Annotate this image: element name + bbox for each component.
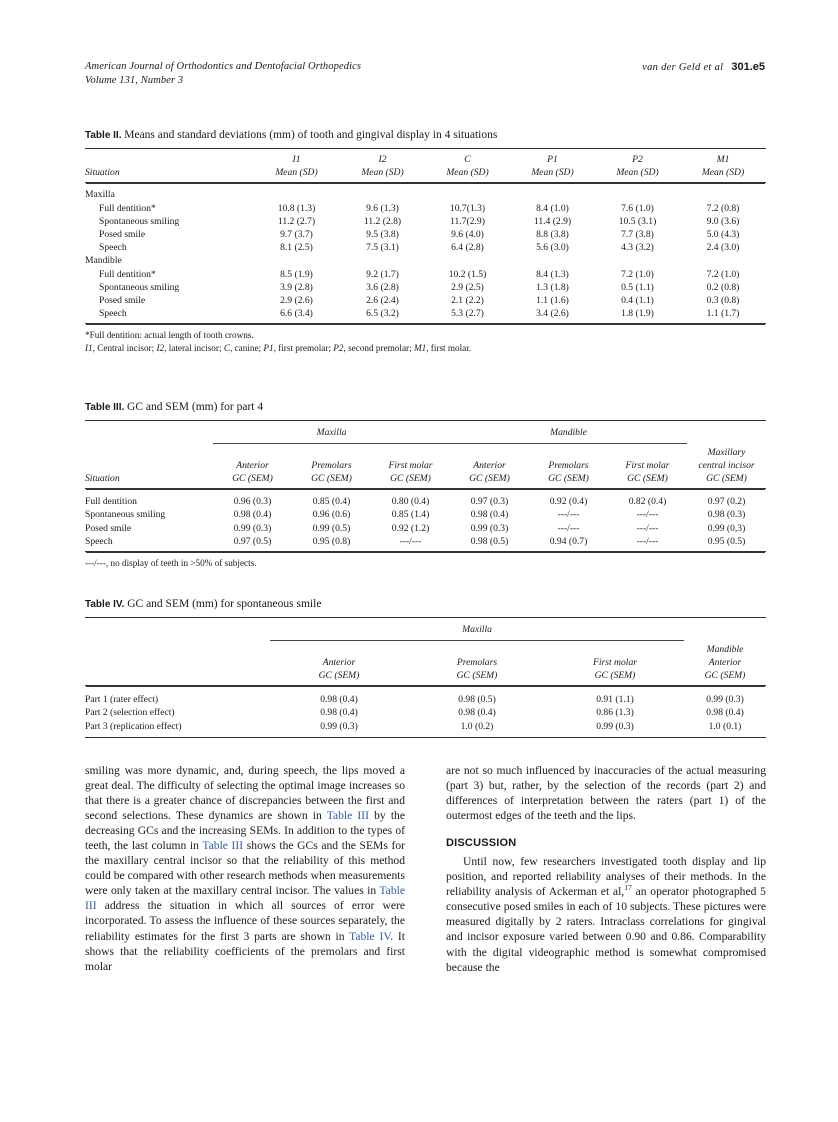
table-2-cell: 2.9 (2.5) [451,281,484,293]
body-text: . It shows that the reliability coefficients of the premolars and first molar [85,929,405,973]
table-3-label: Table III. [85,402,125,413]
table-3-col-header-stat: GC (SEM) [627,473,668,485]
table-2-row-label: Posed smile [99,229,146,241]
table-2-footnote: I1, Central incisor; I2, lateral incisor; C, canine; P1, first premolar; P2, second premolar; M1, first molar. [85,343,472,354]
table-3-spanner-row [85,421,766,440]
table-3-footnotes [85,557,766,570]
table-3-col-header-region: Anterior [236,459,269,471]
table-2-cell: 11.4 (2.9) [533,215,572,227]
table-2-cell: 11.2 (2.8) [363,215,402,227]
table-2-cell: 2.6 (2.4) [366,295,399,307]
table-2-cell: 7.2 (0.8) [706,202,740,214]
table-2-cell: 8.8 (3.8) [536,229,569,241]
table-2-cell: 0.3 (0.8) [706,295,740,307]
table-4-header-stat-row [85,669,766,686]
table-row [85,202,766,215]
table-2-cell: 5.3 (2.7) [451,308,484,320]
table-2-col-header-stat: Mean (SD) [701,167,745,179]
table-2-cell: 2.1 (2.2) [451,295,484,307]
body-paragraph [446,854,766,974]
table-2-cell: 9.0 (3.6) [706,215,740,227]
body-paragraph: are not so much influenced by inaccuracies of the actual measuring (part 3) but, rather, by the selection of the records (part 2) and differences of interpretation between the raters (part 1) of the outermost edges of the teeth and the lips. [446,764,766,823]
table-2-col-header-tooth: C [464,154,471,165]
table-3-row-label: Speech [85,535,113,547]
table-3-cell: 0.98 (0.4) [233,509,272,521]
table-3-cell: 0.94 (0.7) [549,535,588,547]
table-2-cell: 6.5 (3.2) [366,308,399,320]
table-3-cell: 0.85 (1.4) [391,509,430,521]
table-3-cell: 0.99 (0.3) [470,522,509,534]
table-3-cell: 0.99 (0.3) [233,522,272,534]
table-2-cell: 8.1 (2.5) [280,242,313,254]
table-4-caption [85,597,766,612]
body-text: shows the GCs and the SEMs for the maxillary central incisor so that the reliability of this method could be compared with other research methods when measurements were only taken at the maxillary central incisor. The values in [85,839,405,898]
table-2-cell: 4.3 (3.2) [621,242,654,254]
table-3-header-region-row [85,443,766,472]
table-2-col-header-stat: Mean (SD) [531,167,574,179]
table-2-row-label: Full dentition* [99,268,156,280]
table-4-cell: 1.0 (0.2) [460,720,494,732]
table-2-col-header-tooth: I2 [378,154,387,165]
table-2-footnotes [85,329,766,355]
table-2-col-header-stat: Mean (SD) [361,167,404,179]
xref-table-4[interactable]: Table IV [349,929,391,943]
table-3-col-header-region: Anterior [473,459,506,471]
body-text: address the situation in which all sources of error were incorporated. To assess the influence of these sources separately, the reliability estimates for the first 3 parts are shown in [85,899,405,943]
table-4-cell: 0.99 (0.3) [320,720,358,732]
table-4-stub-header [85,669,270,686]
table-3-col-header-stat: GC (SEM) [706,473,747,485]
table-row [85,228,766,241]
table-row [85,535,766,552]
table-2-cell: 7.2 (1.0) [621,268,654,280]
table-3-spanner: Maxilla [316,427,347,438]
table-2-col-header-tooth: M1 [716,154,730,165]
table-2-cell: 3.6 (2.8) [366,281,399,293]
table-4 [85,617,766,738]
table-2-cell: 3.4 (2.6) [536,308,569,320]
table-2-cell: 1.3 (1.8) [536,281,569,293]
table-2-cell: 9.6 (4.0) [451,229,484,241]
xref-table-3[interactable]: Table III [85,884,405,913]
table-2-row-label: Full dentition* [99,202,156,214]
table-3-cell: 0.82 (0.4) [628,496,667,508]
table-3-cell: ---/--- [636,509,659,521]
table-2-caption-text: Means and standard deviations (mm) of tooth and gingival display in 4 situations [124,129,498,141]
table-2-row-label: Spontaneous smiling [99,215,180,227]
table-2-cell: 10.7(1.3) [449,202,486,214]
table-row [85,522,766,535]
table-4-col-header-stat: GC (SEM) [456,670,498,682]
table-4-col-header-stat: GC (SEM) [704,670,746,682]
table-4-col-header-region: Anterior [322,656,356,668]
table-4-cell: 0.98 (0.4) [458,707,496,719]
table-2-col-header-stat: Mean (SD) [275,167,318,179]
table-row [85,307,766,324]
table-2-cell: 1.8 (1.9) [621,308,654,320]
table-3-cell: 0.80 (0.4) [391,496,430,508]
table-2-cell: 8.4 (1.3) [536,268,569,280]
table-2-cell: 9.7 (3.7) [280,229,313,241]
table-2-group-label: Maxilla [85,189,115,201]
table-3-stub-header: Situation [85,473,120,485]
table-3-cell: 0.95 (0.5) [707,535,746,547]
table-2-cell: 0.5 (1.1) [621,281,654,293]
table-2-cell: 10.2 (1.5) [448,268,487,280]
table-3-spanner: Mandible [550,427,587,438]
table-3-col-header-stat: GC (SEM) [311,473,352,485]
table-3-col-header-region: First molar [625,459,670,471]
table-2-row-label: Speech [99,242,127,254]
table-2-cell: 7.7 (3.8) [621,229,654,241]
table-2-cell: 10.8 (1.3) [277,202,316,214]
table-3-caption-text: GC and SEM (mm) for part 4 [127,401,264,413]
table-4-cell: 0.98 (0.4) [320,694,358,706]
table-4-cell: 0.86 (1.3) [596,707,634,719]
table-3-cell: ---/--- [636,522,659,534]
table-3-cell: 0.96 (0.6) [312,509,351,521]
table-2-cell: 1.1 (1.6) [536,295,569,307]
table-2-row-label: Posed smile [99,295,146,307]
table-2-cell: 0.2 (0.8) [706,281,740,293]
table-2-cell: 7.2 (1.0) [706,268,740,280]
table-3-col-header-stat: GC (SEM) [232,473,273,485]
journal-title-line1: American Journal of Orthodontics and Dentofacial Orthopedics [85,61,362,72]
table-3-col-header-region: First molar [388,459,433,471]
table-2-cell: 9.2 (1.7) [366,268,399,280]
table-3-cell: 0.97 (0.5) [233,535,272,547]
table-2-cell: 9.5 (3.8) [366,229,399,241]
table-2-row-label: Spontaneous smiling [99,281,180,293]
table-2-cell: 2.4 (3.0) [706,242,740,254]
body-paragraph [85,763,405,974]
running-head-right [642,60,765,75]
table-3-row-label: Full dentition [85,496,137,508]
table-4-col-header-region: First molar [593,656,637,668]
table-4-cell: 0.98 (0.5) [458,694,496,706]
body-text: Until now, few researchers investigated tooth display and lip position, and reported reliability analyses of their methods. In the reliability analysis of Ackerman et al, [446,855,766,899]
table-2-header-tooth-row [85,149,766,167]
table-3-row-label: Posed smile [85,522,132,534]
table-row [85,720,766,738]
journal-volume-line: Volume 131, Number 3 [85,75,184,86]
table-4-cell: 0.99 (0.3) [596,720,634,732]
authors-citation: van der Geld et al [642,62,724,73]
table-4-spanner-row [85,618,766,637]
body-text: smiling was more dynamic, and, during speech, the lips moved a great deal. The difficulty of selecting the optimal image increases so that there is a greater chance of discrepancies between the first and second selections. These dynamics are shown in [85,764,405,823]
table-row [85,489,766,509]
table-3-cell: 0.99 (0.5) [312,522,351,534]
table-4-cell: 0.98 (0.4) [320,707,358,719]
table-2-col-header-stat: Mean (SD) [446,167,489,179]
xref-table-3[interactable]: Table III [202,839,244,853]
table-3-col-header-stat: GC (SEM) [390,473,431,485]
table-4-header-region-row [85,640,766,669]
table-2-caption [85,128,766,143]
page-number: 301.e5 [731,61,765,73]
table-row [85,281,766,294]
table-3-cell: 0.98 (0.4) [470,509,509,521]
table-3-footnote: ---/---, no display of teeth in >50% of subjects. [85,558,257,569]
table-3 [85,420,766,552]
table-4-cell: 0.98 (0.4) [706,707,744,719]
table-3-last-col-header: Maxillary central incisor [698,447,755,471]
table-4-label: Table IV. [85,599,125,610]
body-column-left [85,763,405,974]
table-4-caption-text: GC and SEM (mm) for spontaneous smile [127,598,322,610]
table-4-spanner: Maxilla [462,624,492,635]
table-2-cell: 8.4 (1.0) [536,202,569,214]
table-2-cell: 7.5 (3.1) [366,242,399,254]
table-3-cell: 0.96 (0.3) [233,496,272,508]
table-2-cell: 10.5 (3.1) [618,215,657,227]
table-2-col-header-tooth: I1 [292,154,301,165]
table-2-col-header-tooth: P1 [547,154,558,165]
table-row [85,268,766,281]
table-2-cell: 9.6 (1.3) [366,202,399,214]
table-row [85,215,766,228]
table-3-row-label: Spontaneous smiling [85,509,166,521]
table-3-cell: 0.97 (0.3) [470,496,509,508]
table-3-cell: ---/--- [557,509,580,521]
table-3-header-stat-row [85,472,766,489]
table-2-cell: 11.7(2.9) [450,215,485,227]
body-text: an operator photographed 5 consecutive posed smiles in each of 10 subjects. These pictures were measured digitally by 2 raters. Intraclass correlations for gingival and incisor exposure varied between 0.90 and 0.86. Comparability with the digital videographic method is somewhat compromised because the [446,885,766,974]
table-2-col-header-tooth: P2 [632,154,643,165]
table-3-cell: 0.85 (0.4) [312,496,351,508]
table-2-cell: 5.6 (3.0) [536,242,569,254]
reference-marker[interactable]: 17 [624,883,632,893]
table-3-col-header-stat: GC (SEM) [548,473,589,485]
table-row [85,294,766,307]
table-3-block [85,400,766,570]
table-2-cell: 8.5 (1.9) [280,268,313,280]
table-3-col-header-region: Premolars [311,459,352,471]
table-2-footnote: *Full dentition: actual length of tooth crowns. [85,330,254,341]
table-2-header-stat-row [85,166,766,183]
table-3-cell: ---/--- [399,535,422,547]
table-2-cell: 2.9 (2.6) [280,295,313,307]
table-2-stub-header: Situation [85,167,120,179]
table-4-col-header-stat: GC (SEM) [318,670,360,682]
table-3-cell: ---/--- [557,522,580,534]
table-4-col-header-stat: GC (SEM) [594,670,636,682]
table-4-row-label: Part 3 (replication effect) [85,720,182,732]
body-column-right [446,763,766,975]
table-4-block [85,597,766,738]
table-4-col-header-region: Premolars [456,656,498,668]
running-head [85,60,765,90]
table-2-cell: 1.1 (1.7) [706,308,740,320]
table-2-block [85,128,766,355]
table-2-cell: 11.2 (2.7) [277,215,316,227]
table-row [85,686,766,707]
table-row [85,241,766,254]
table-4-cell: 0.99 (0.3) [706,694,744,706]
journal-title [85,60,361,88]
table-3-cell: 0.98 (0.3) [707,509,746,521]
table-row [85,706,766,719]
table-row [85,508,766,521]
table-2-group-label: Mandible [85,255,122,267]
section-heading-discussion: DISCUSSION [446,837,517,850]
table-2-group-header [85,183,766,202]
table-3-cell: 0.98 (0.5) [470,535,509,547]
table-2-cell: 5.0 (4.3) [706,229,740,241]
table-3-cell: ---/--- [636,535,659,547]
table-4-cell: 0.91 (1.1) [596,694,634,706]
table-2-cell: 3.9 (2.8) [280,281,313,293]
table-4-last-col-header: Mandible Anterior [706,644,744,668]
table-2-cell: 6.6 (3.4) [280,308,313,320]
table-4-row-label: Part 1 (rater effect) [85,694,159,706]
table-2-row-label: Speech [99,308,127,320]
table-2-label: Table II. [85,130,122,141]
table-2-group-header [85,254,766,267]
table-3-cell: 0.92 (1.2) [391,522,430,534]
table-4-cell: 1.0 (0.1) [708,720,742,732]
body-text: by the decreasing GCs and the increasing SEMs. In addition to the types of teeth, the last column in [85,809,405,853]
table-3-col-header-region: Premolars [548,459,589,471]
table-3-cell: 0.97 (0.2) [707,496,746,508]
table-2-cell: 0.4 (1.1) [621,295,654,307]
table-3-col-header-stat: GC (SEM) [469,473,510,485]
table-3-cell: 0.92 (0.4) [549,496,588,508]
table-2 [85,148,766,324]
table-3-cell: 0.95 (0.8) [312,535,351,547]
table-3-cell: 0.99 (0,3) [707,522,746,534]
table-2-cell: 7.6 (1.0) [621,202,654,214]
table-2-cell: 6.4 (2.8) [451,242,484,254]
table-3-caption [85,400,766,415]
table-4-row-label: Part 2 (selection effect) [85,707,175,719]
table-2-col-header-stat: Mean (SD) [616,167,659,179]
xref-table-3[interactable]: Table III [326,809,369,823]
